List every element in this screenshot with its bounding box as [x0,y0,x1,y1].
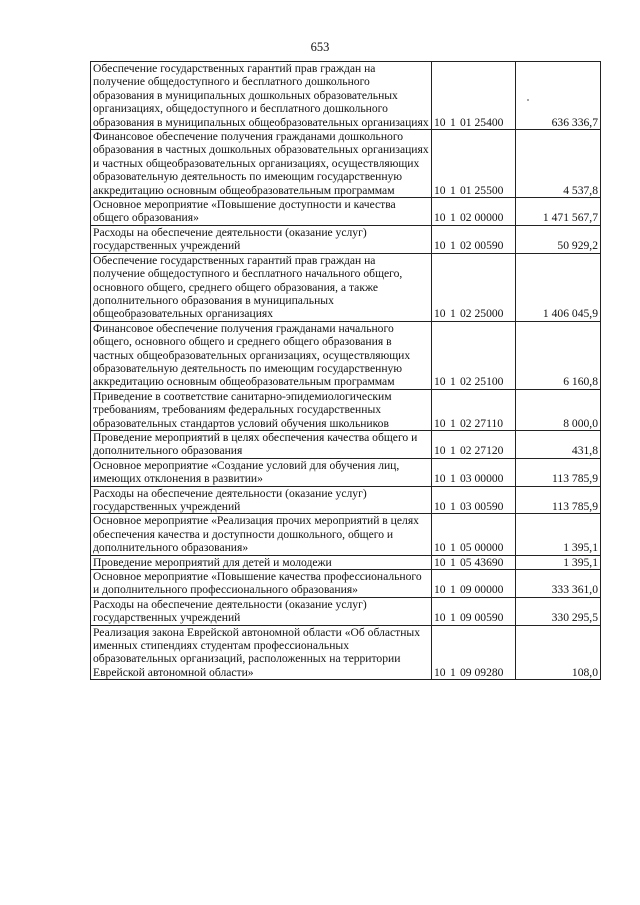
row-code [432,62,516,130]
code-subsection: 1 [450,375,456,389]
code-subsection: 1 [450,307,456,321]
table-row [91,225,601,253]
row-amount: 1 395,1 [516,555,601,569]
row-description: Основное мероприятие «Создание условий для обучения лиц, имеющих отклонения в развитии» [91,458,432,486]
row-description: Основное мероприятие «Повышение качества профессионального и дополнительного профессионального образования» [91,570,432,598]
code-target: 05 00000 [460,541,504,555]
row-description: Расходы на обеспечение деятельности (оказание услуг) государственных учреждений [91,225,432,253]
row-amount: 431,8 [516,430,601,458]
code-section: 10 [434,239,446,253]
row-amount: 113 785,9 [516,486,601,514]
code-target: 05 43690 [460,555,504,569]
code-target: 02 27120 [460,444,504,458]
row-amount: 636 336,7 [516,62,601,130]
row-code [432,198,516,226]
row-description: Обеспечение государственных гарантий прав граждан на получение общедоступного и бесплатного начального общего, основного общего, среднего общего образования, а также дополнительного образования в муниципальных общеобразовательных организациях [91,253,432,321]
budget-table-body [91,62,601,680]
code-section: 10 [434,375,446,389]
row-amount: 1 406 045,9 [516,253,601,321]
row-code [432,458,516,486]
code-subsection: 1 [450,183,456,197]
code-section: 10 [434,416,446,430]
row-description: Финансовое обеспечение получения гражданами начального общего, основного общего и среднего общего образования в частных общеобразовательных организациях, осуществляющих образовательную деятельность по имеющим государственную аккредитацию основным общеобразовательным программам [91,321,432,389]
row-code [432,597,516,625]
code-section: 10 [434,541,446,555]
row-amount: 50 929,2 [516,225,601,253]
code-target: 01 25400 [460,115,504,129]
row-description: Обеспечение государственных гарантий прав граждан на получение общедоступного и бесплатного дошкольного образования в муниципальных дошкольных образовательных организациях, общедоступного и бесплатного дошкольного образования в муниципальных общеобразовательных организациях [91,62,432,130]
code-subsection: 1 [450,555,456,569]
table-row [91,625,601,680]
table-row [91,253,601,321]
code-subsection: 1 [450,211,456,225]
row-amount: 333 361,0 [516,570,601,598]
code-section: 10 [434,555,446,569]
row-amount: 1 471 567,7 [516,198,601,226]
code-target: 09 00590 [460,611,504,625]
row-code [432,570,516,598]
code-subsection: 1 [450,444,456,458]
row-code [432,486,516,514]
code-section: 10 [434,183,446,197]
row-amount: 1 395,1 [516,514,601,555]
row-code [432,514,516,555]
row-amount: 4 537,8 [516,130,601,198]
code-subsection: 1 [450,416,456,430]
row-amount: 8 000,0 [516,389,601,430]
row-amount: 330 295,5 [516,597,601,625]
table-row [91,458,601,486]
code-section: 10 [434,307,446,321]
code-section: 10 [434,444,446,458]
table-row [91,321,601,389]
row-description: Финансовое обеспечение получения гражданами дошкольного образования в частных дошкольных образовательных организациях и частных общеобразовательных организациях, осуществляющих образовательную деятельность по имеющим государственную аккредитацию основным общеобразовательным программам [91,130,432,198]
table-row [91,570,601,598]
row-amount: 108,0 [516,625,601,680]
table-row [91,555,601,569]
code-target: 09 00000 [460,583,504,597]
code-section: 10 [434,500,446,513]
code-subsection: 1 [450,583,456,597]
code-section: 10 [434,665,446,679]
row-description: Расходы на обеспечение деятельности (оказание услуг) государственных учреждений [91,597,432,625]
row-description: Расходы на обеспечение деятельности (оказание услуг) государственных учреждений [91,486,432,514]
row-code [432,130,516,198]
row-code [432,321,516,389]
table-row [91,514,601,555]
table-row [91,430,601,458]
row-code [432,625,516,680]
table-row [91,198,601,226]
row-description: Основное мероприятие «Повышение доступности и качества общего образования» [91,198,432,226]
row-code [432,430,516,458]
code-section: 10 [434,611,446,625]
code-section: 10 [434,211,446,225]
row-code [432,225,516,253]
code-section: 10 [434,115,446,129]
row-amount: 113 785,9 [516,458,601,486]
budget-table [90,61,601,680]
table-row [91,597,601,625]
code-section: 10 [434,472,446,486]
row-amount: 6 160,8 [516,321,601,389]
code-target: 09 09280 [460,665,504,679]
page-number: 653 [310,40,330,54]
code-subsection: 1 [450,500,456,513]
table-row [91,130,601,198]
code-target: 03 00590 [460,500,504,513]
row-description: Проведение мероприятий для детей и молодежи [91,555,432,569]
code-target: 01 25500 [460,183,504,197]
code-target: 03 00000 [460,472,504,486]
code-target: 02 25100 [460,375,504,389]
row-code [432,389,516,430]
code-subsection: 1 [450,541,456,555]
table-row [91,62,601,130]
scan-speck [527,99,529,101]
table-row [91,389,601,430]
row-description: Основное мероприятие «Реализация прочих мероприятий в целях обеспечения качества и доступности дошкольного, общего и дополнительного образования» [91,514,432,555]
code-target: 02 25000 [460,307,504,321]
code-section: 10 [434,583,446,597]
row-description: Реализация закона Еврейской автономной области «Об областных именных стипендиях студентам профессиональных образовательных организаций, расположенных на территории Еврейской автономной области» [91,625,432,680]
code-subsection: 1 [450,115,456,129]
row-description: Приведение в соответствие санитарно-эпидемиологическим требованиям, требованиям федеральных государственных образовательных стандартов условий обучения школьников [91,389,432,430]
table-row [91,486,601,514]
row-code [432,253,516,321]
code-subsection: 1 [450,611,456,625]
code-target: 02 00590 [460,239,504,253]
code-subsection: 1 [450,472,456,486]
code-subsection: 1 [450,665,456,679]
code-subsection: 1 [450,239,456,253]
row-description: Проведение мероприятий в целях обеспечения качества общего и дополнительного образования [91,430,432,458]
row-code [432,555,516,569]
code-target: 02 27110 [460,416,504,430]
code-target: 02 00000 [460,211,504,225]
